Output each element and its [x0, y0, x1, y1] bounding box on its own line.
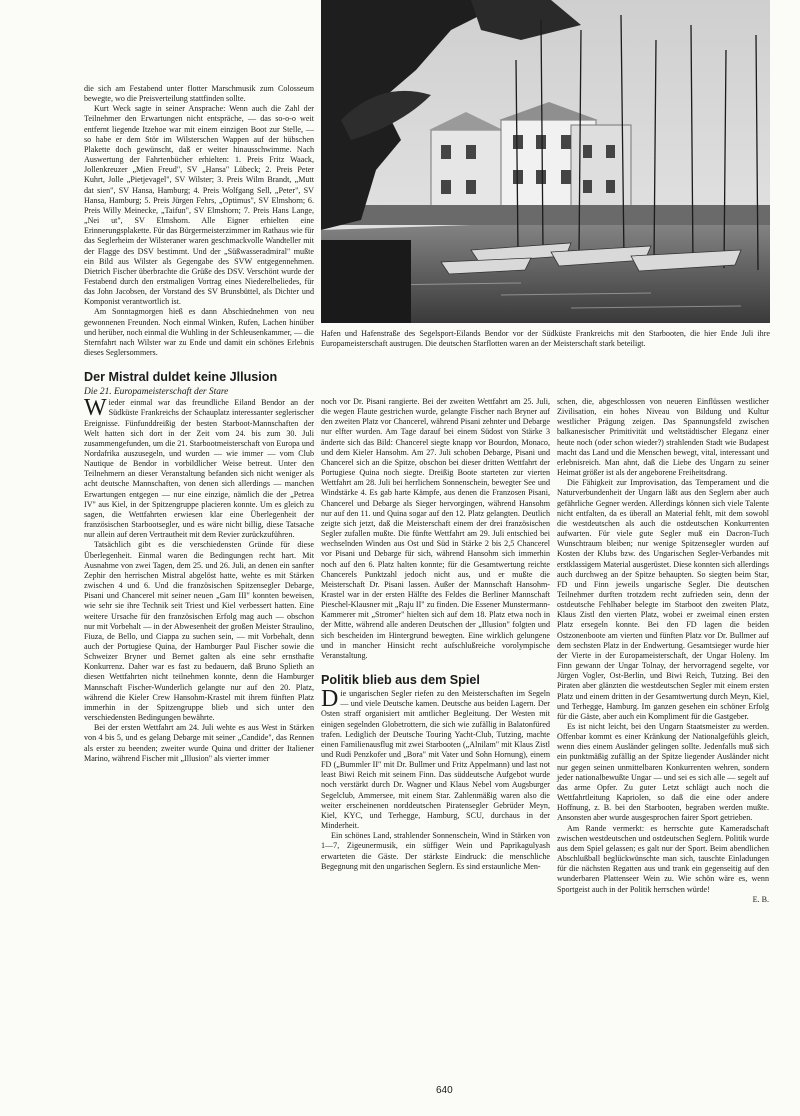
paragraph: Kurt Weck sagte in seiner Ansprache: Wenn auch die Zahl der Teilnehmer den Erwartungen nicht entspräche, — das so-o-o weit entfernt liegende Itzehoe war mit einem einzigen Boot zur Stelle, — so habe er dem Stör im Wilsterschen Wappen auf der hübschen Plakette doch gewünscht, daß er weiter hinausschwimme. Nach Auswertung der Fahrtenbücher erhielten: 1. Preis Fritz Waack, Jollenkreuzer „Mien Freud", SV „Hansa" Lübeck; 2. Preis Peter Kuhrt, Jolle „Pietjevagel", SV Wilster; 3. Preis Wilm Brandt, „Mutt dat sien", SV Hansa, Hamburg; 4. Preis Wolfgang Sell, „Peter", SV Hansa, Hamburg; 5. Preis Jürgen Fehrs, „Optimus", SV Elmshorn; 6. Preis Willy Meinecke, „Taifun", SV Elmshorn; 7. Preis Hans Lange, „Nei ut", SV Elmshorn. Alle Eigner erhielten eine Erinnerungsplakette. Für das Bürgermeisterzimmer im Rathaus wie für das Seglerheim der Wilsteraner waren geschmackvolle Wandteller mit der Flagge des DSV bestimmt. Und der „Süßwasseradmiral" mußte ein Bild aus Wilster als Gegengabe des SVW entgegennehmen. Dietrich Fischer überbrachte die Grüße des DSV. Verschönt wurde der Festabend durch den erstmaligen Vortrag eines Niederelbeliedes, für das John Jacobsen, der Vorstand des SV Brunsbüttel, als Dichter und Komponist verantwortlich ist. [84, 104, 315, 307]
paragraph: Es ist nicht leicht, bei den Ungarn Staatsmeister zu werden. Offenbar kommt es einer Kränkung der Nationalgefühls gleich, wenn dies einem Ausländer gelingen sollte. Jedenfalls muß sich ein punktmäßig zufällig an der Spitze liegender Ausländer nicht nur gegen seinen unmittelbaren Konkurrenten wehren, sondern jeder nationalbewußte Ungar — und sei es sich alle — segelt auf das arme Opfer. Zu guter Letzt schlägt auch noch die Wettfahrtleitung Kapriolen, so daß die eine oder andere Hoffnung, z. B. bei den Starbooten, begraben werden mußte. Ansonsten aber wurde ausgesprochen fairer Sport getrieben. [557, 722, 769, 823]
paragraph: Am Rande vermerkt: es herrschte gute Kameradschaft zwischen westdeutschen und ostdeutschen Seglern. Politik wurde aus dem Spiel gelassen; es galt nur der Sport. Beim abendlichen Abschlußball beglückwünschte man sich, tauschte Einladungen für die nächsten Regatten aus und trank ein gegenseitig auf den wunderbaren Plattenseer Wein zu. Wie schön wäre es, wenn Sportgeist auch in der Politik herrschen würde! [557, 823, 769, 894]
column-left [84, 84, 314, 764]
paragraph: Tatsächlich gibt es die verschiedensten Gründe für diese Überlegenheit. Einmal waren die Bedingungen recht hart. Mit Ausnahme von zwei Tagen, dem 25. und 26. Juli, an denen ein sanfter Zephir den herrischen Mistral abgelöst hatte, wehte es mit Stärken zwischen 4 und 6. Und die französischen Spitzensegler Debarge, Pisani und Chancerel mit seiner neuen „Gam III" konnten beweisen, wie sehr sie ihre Technik seit Triest und Kiel verbessert hatten. Eine weitere Ursache für den französischen Erfolg mag auch — obschon nur mit Vorbehalt — in der Abwesenheit der großen Meister Straulino, Fiuza, de Bello, und Ciappa zu suchen sein, — mit Vorbehalt, denn auch der Portugiese Quina, der Hamburger Paul Fischer sowie die Schweizer Bryner und Bernet galten als eine sehr ernsthafte Konkurrenz. Daher war es fast zu bedauern, daß Bruno Splieth an diesen Wettfahrten nicht teilnehmen konnte, denn die Hamburger Mannschaft Fischer-Wunderlich gelangte nur auf den 20. Platz, während die Kieler Crew Hansohm-Krastel mit ihrem fünften Platz immerhin in der Spitzengruppe blieb und sich unter den verschiedensten Bedingungen bewährte. [84, 540, 314, 723]
photo-caption: Hafen und Hafenstraße des Segelsport-Eilands Bendor vor der Südküste Frankreichs mit den Starbooten, die hier Ende Juli ihre Europameisterschaft austrugen. Die deutschen Starflotten waren an der Meisterschaft stark beteiligt. [321, 329, 770, 349]
column-middle [321, 397, 550, 872]
paragraph-lead [84, 395, 314, 540]
harbor-photo-icon [321, 0, 770, 323]
page-number: 640 [436, 1085, 453, 1096]
paragraph: Am Sonntagmorgen hieß es dann Abschiednehmen von neu gewonnenen Freunden. Noch einmal Winken, Rufen, Lachen hinüber und herüber, noch einmal die Wuhling in der Schleusenkammer, — die Sternfahrt nach Wilster war zu Ende und damit ein schönes Erlebnis dieses Seglersommers. [84, 307, 314, 358]
paragraph: Die Fähigkeit zur Improvisation, das Temperament und die Naturverbundenheit der Ungarn läßt aus den Seglern aber auch gefährliche Gegner werden. Allerdings können sich viele Talente nicht entfalten, da es überall an Material fehlt, mit dem sowohl die westdeutschen als auch die ostdeutschen Konkurrenten aufwarten. Für viele gute Segler muß ein Dacron-Tuch Wunschtraum bleiben; nur wenige Spitzensegler wurden auf Kosten der Klubs bzw. des Ungarischen Segler-Verbandes mit erstklassigem Material ausgerüstet. Diese konnten sich allerdings auch durchweg an der Spitze behaupten. So siegten beim Star, FD und Finn jeweils ungarische Segler. Die deutschen Teilnehmer durften trotzdem recht zufrieden sein, denn der ostdeutsche Fehlhaber belegte im Starboot den zweiten Platz, Klaus Zistl den vierten Platz, wobei er zweimal einen ersten Platz ersegeln konnte. Bei den FD lagen die beiden Ostzonenboote am vierten und fünften Platz vor Dr. Bullmer auf dem sechsten Platz in der Endwertung. Gesamtsieger wurde hier der Vierte in der Europameisterschaft, der Ungar Holeny. Im Finn gewann der Ungar Tolnay, der hervorragend segelte, vor Jürgen Vogler, Ost-Berlin, und Biwi Reich, Tutzing. Bei den Piraten aber glänzten die westdeutschen Segler mit einem ersten Platz und einem dritten in der Gesamtwertung durch Meyn, Kiel, und Terhegge, Hamburg. Im ganzen gesehen ein schöner Erfolg für die Gäste, aber auch ein Kompliment für die Gastgeber. [557, 478, 769, 721]
drop-cap: W [84, 395, 107, 422]
author-signature: E. B. [752, 894, 769, 904]
harbor-photo-graphic [321, 0, 770, 323]
paragraph: Bei der ersten Wettfahrt am 24. Juli wehte es aus West in Stärken von 4 bis 5, und es gelang Debarge mit seiner „Candide", das Rennen als erster zu beenden; zweiter wurde Quina und dritter der Italiener Marino, während Fischer mit „Illusion" als vierter immer [84, 723, 314, 763]
article-subheading-mistral: Die 21. Europameisterschaft der Stare [84, 387, 229, 398]
paragraph-lead [321, 686, 550, 831]
drop-cap: D [321, 686, 339, 713]
article-heading-politik: Politik blieb aus dem Spiel [321, 673, 480, 688]
paragraph: Ein schönes Land, strahlender Sonnenschein, Wind in Stärken von 1—7, Zigeunermusik, ein süffiger Wein und Paprikagulyash erwarteten die Gäste. Der stärkste Eindruck: die menschliche Begegnung mit den ungarischen Seglern. Es sind erstaunliche Men- [321, 831, 550, 871]
paragraph-lead-text: ie ungarischen Segler riefen zu den Meisterschaften im Segeln — und viele Deutsche kamen. Deutsche aus beiden Lagern. Der Osten straff organisiert mit amtlicher Begleitung. Der Westen mit einigen segelnden Globetrottern, die sich wie zufällig in Balatonfüred trafen. Lediglich der Deutsche Touring Yacht-Club, Tutzing, machte einen Familienausflug mit zwei Starbooten („Alnilam" mit Klaus Zistl und Rudi Penzkofer und „Bora" mit Vater und Sohn Hornung), einem FD („Bummler II" mit Dr. Bullmer und Fritz Appelmann) und last not least Biwi Reich mit seinem Finn. Das süddeutsche Aufgebot wurde noch verstärkt durch Dr. Wagner und Klaus Nebel vom Augsburger Segelclub, Ammersee, mit einem Star. Zahlenmäßig waren also die weiter erscheinenen norddeutschen Piratensegler Gebrüder Meyn, Kiel, KYC, und Terhegge, Hamburg, SCU, durchaus in der Minderheit. [321, 689, 550, 831]
column-right [557, 397, 769, 905]
paragraph-lead-text: ieder einmal war das freundliche Eiland Bendor an der Südküste Frankreichs der Schauplatz interessanter seglerischer Ereignisse. Fünfunddreißig der besten Starboot-Mannschaften der Welt hatten sich dort in der Zeit vom 24. bis zum 30. Juli zusammengefunden, um die 21. Starbootmeisterschaft von Europa und Nordafrika auszusegeln, und wurden — wie immer — vom Club Nautique de Bendor in vorbildlicher Weise betreut. Unter den Teilnehmern an dieser Veranstaltung befanden sich nicht weniger als acht deutsche Mannschaften, von denen sich allerdings — manchen Erwartungen entgegen — nur eine einzige, nämlich die der „Petrea IV" aus Kiel, in der Spitzengruppe placieren konnte. Um es gleich zu sagen, die Wettfahrten erwiesen klar eine Überlegenheit der französischen Starbootsegler, und es wäre nicht billig, diese Tatsache nur allein auf deren Vertrautheit mit dem Revier zurückzuführen. [84, 398, 314, 540]
paragraph: noch vor Dr. Pisani rangierte. Bei der zweiten Wettfahrt am 25. Juli, die wegen Flaute gestrichen wurde, gelangte Fischer nach Bryner auf den zweiten Platz vor Chancerel, während Pisani zehnter und Debarge nur elfter wurden. Am Tage darauf bei einem Südost von Stärke 3 änderte sich das Bild: Chancerel siegte knapp vor Bourdon, Monaco, und dem Kieler Hansohm. Am 27. Juli schoben Debarge, Pisani und Chancerel sich an die Spitze, obschon bei dieser dritten Wettfahrt der Portugiese Quina noch siegte. Dreißig Boote starteten zur vierten Wettfahrt am 28. Juli bei herrlichem Sonnenschein, bewegter See und Windstärke 4. Es gab harte Kämpfe, aus denen die Franzosen Pisani, Chancerel und Debarge als Sieger hervorgingen, während Hansohm nur auf den 11. und Quina sogar auf den 12. Platz gelangten. Deutlich zeigte sich jetzt, daß die Meisterschaft einem der drei französischen Segler zufallen mußte. Die fünfte Wettfahrt am 29. Juli entschied bei wechselnden Winden aus Ost und Süd in Stärke 2 bis 2,5 Chancerel vor Pisani und Debarge für sich, während Hansohm sich immerhin noch auf den 6. Platz halten konnte; für die Gesamtwertung reichte Chancerels Punktzahl jedoch nicht aus, und er mußte die Meisterschaft Dr. Pisani lassen. Außer der Mannschaft Hansohm-Krastel war in der ersten Hälfte des Feldes die Berliner Mannschaft Pieschel-Klausner mit „Raju II" zu finden. Die Essener Munstermann-Kammerer mit „Stromer" hielten sich auf dem 18. Platz etwa noch in der Mitte, während alle anderen Deutschen der „Illusion" folgten und sich bescheiden im Hintergrund bewegten. Eine wirklich gelungene und in mancher Hinsicht recht aufschlußreiche vorolympische Veranstaltung. [321, 397, 550, 660]
article-heading-mistral: Der Mistral duldet keine Jllusion [84, 370, 278, 385]
paragraph: schen, die, abgeschlossen von neueren Einflüssen westlicher Zivilisation, ein hohes Niveau von Bildung und Kultur westlicher Prägung zeigen. Das Spannungsfeld zwischen balkanesischer Primitivität und weltstädtischer Eleganz einer heute noch (oder schon wieder?) strahlenden Stadt wie Budapest macht das Land und die Menschen bewegt, vital, interessant und erlebnisreich. Man ahnt, daß die Liebe des Ungarn zu seiner Heimat größer ist als der angeborene Freiheitsdrang. [557, 397, 769, 478]
paragraph: die sich am Festabend unter flotter Marschmusik zum Colosseum bewegte, wo die Preisverteilung stattfinden sollte. [84, 84, 314, 104]
